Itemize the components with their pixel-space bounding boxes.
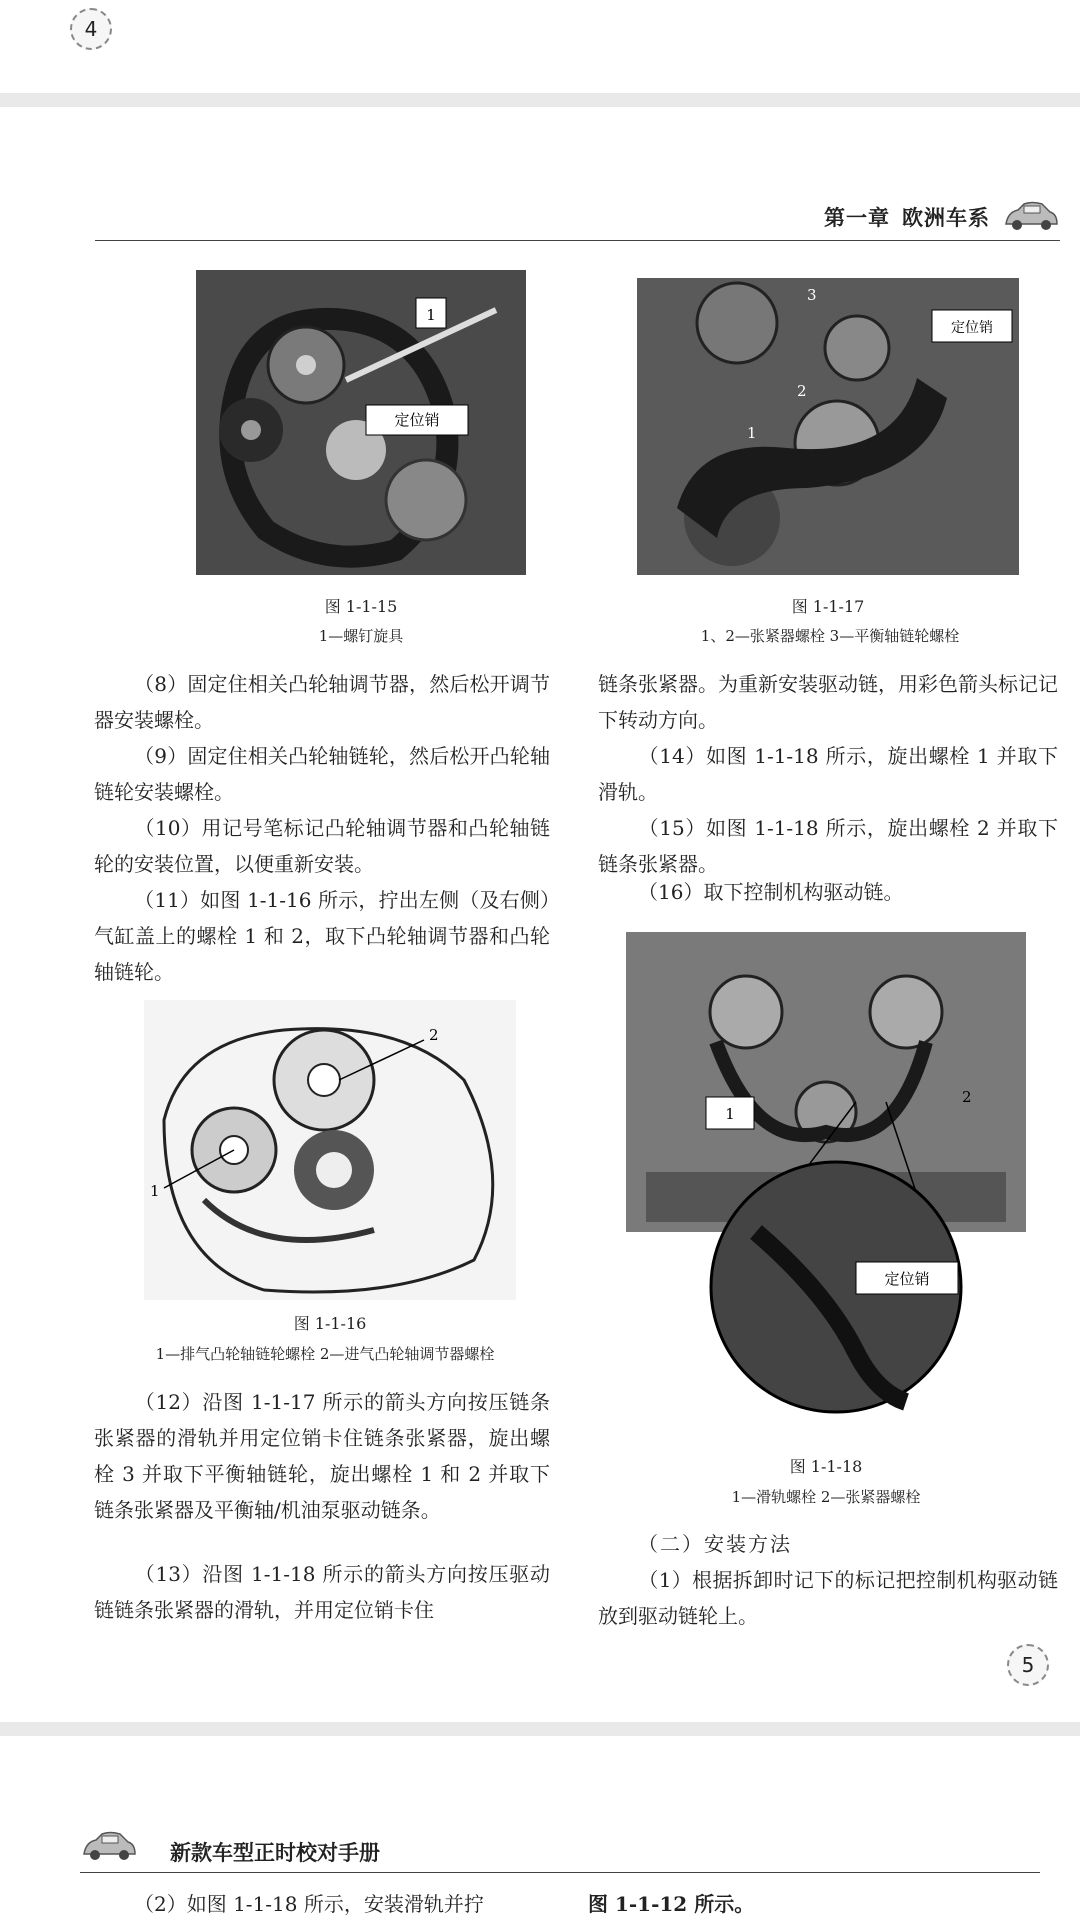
fig17-label-1: 1 [747, 424, 757, 442]
footer-rule [80, 1872, 1040, 1873]
header-rule [95, 240, 1060, 241]
fig16-label-2: 2 [429, 1026, 439, 1044]
step-12: （12）沿图 1-1-17 所示的箭头方向按压链条张紧器的滑轨并用定位销卡住链条张紧器，旋出螺栓 3 并取下平衡轴链轮，旋出螺栓 1 和 2 并取下链条张紧器及平衡轴/机油泵驱动链条。 [94, 1390, 550, 1522]
book-title: 新款车型正时校对手册 [170, 1841, 380, 1865]
step-10: （10）用记号笔标记凸轮轴调节器和凸轮轴链轮的安装位置，以便重新安装。 [94, 816, 550, 876]
fig17-label-pin: 定位销 [951, 320, 993, 336]
chapter-number: 第一章 [824, 206, 890, 230]
fig16-label-1: 1 [150, 1182, 160, 1200]
page-gap-bottom [0, 1722, 1080, 1736]
figure-1-1-15-title: 图 1-1-15 [324, 597, 398, 616]
page-number-bottom-text: 5 [1021, 1653, 1035, 1677]
figure-1-1-17-image [637, 278, 1019, 575]
fig15-label-1: 1 [426, 306, 436, 324]
page-gap-top [0, 93, 1080, 107]
step-8: （8）固定住相关凸轮轴调节器，然后松开调节器安装螺栓。 [94, 672, 550, 732]
step-14: （14）如图 1-1-18 所示，旋出螺栓 1 并取下滑轨。 [598, 744, 1058, 804]
fig18-label-1: 1 [725, 1105, 735, 1123]
page-number-bottom [1007, 1644, 1049, 1686]
step-16: （16）取下控制机构驱动链。 [638, 880, 904, 904]
car-icon-footer [80, 1830, 138, 1864]
step-9: （9）固定住相关凸轮轴链轮，然后松开凸轮轴链轮安装螺栓。 [94, 744, 550, 804]
fig18-label-2: 2 [962, 1088, 972, 1106]
step-15: （15）如图 1-1-18 所示，旋出螺栓 2 并取下链条张紧器。 [598, 816, 1058, 876]
figure-1-1-16-caption: 1—排气凸轮轴链轮螺栓 2—进气凸轮轴调节器螺栓 [155, 1345, 495, 1363]
next-page-left-line: （2）如图 1-1-18 所示，安装滑轨并拧 [134, 1892, 484, 1916]
page-number-top-text: 4 [84, 17, 98, 41]
figure-1-1-18-title: 图 1-1-18 [789, 1457, 863, 1476]
figure-1-1-17-title: 图 1-1-17 [791, 597, 865, 616]
figure-1-1-17-caption: 1、2—张紧器螺栓 3—平衡轴链轮螺栓 [700, 627, 960, 645]
step-11: （11）如图 1-1-16 所示，拧出左侧（及右侧）气缸盖上的螺栓 1 和 2，取下凸轮轴调节器和凸轮轴链轮。 [94, 888, 550, 984]
fig15-label-pin: 定位销 [394, 411, 440, 429]
step-13: （13）沿图 1-1-18 所示的箭头方向按压驱动链链条张紧器的滑轨，并用定位销卡住 [94, 1562, 550, 1622]
figure-1-1-18-caption: 1—滑轨螺栓 2—张紧器螺栓 [731, 1488, 921, 1506]
fig17-label-2: 2 [797, 382, 807, 400]
chapter-title: 欧洲车系 [902, 206, 990, 230]
figure-1-1-15-image [196, 270, 526, 575]
figure-1-1-16-title: 图 1-1-16 [293, 1314, 367, 1333]
page-number-top [70, 8, 112, 50]
figure-1-1-15-caption: 1—螺钉旋具 [318, 627, 404, 645]
next-page-right-line: 图 1-1-12 所示。 [588, 1892, 755, 1916]
figure-1-1-16-image [144, 1000, 516, 1300]
fig18-label-pin: 定位销 [884, 1270, 930, 1288]
section-install-heading: （二）安装方法 [638, 1532, 792, 1556]
fig17-label-3: 3 [807, 286, 817, 304]
step-13-continued: 链条张紧器。为重新安装驱动链，用彩色箭头标记记下转动方向。 [598, 672, 1058, 732]
chapter-header [824, 200, 1060, 234]
figure-1-1-18-image [626, 932, 1026, 1416]
car-icon [1002, 200, 1060, 234]
install-step-1: （1）根据拆卸时记下的标记把控制机构驱动链放到驱动链轮上。 [598, 1568, 1058, 1628]
